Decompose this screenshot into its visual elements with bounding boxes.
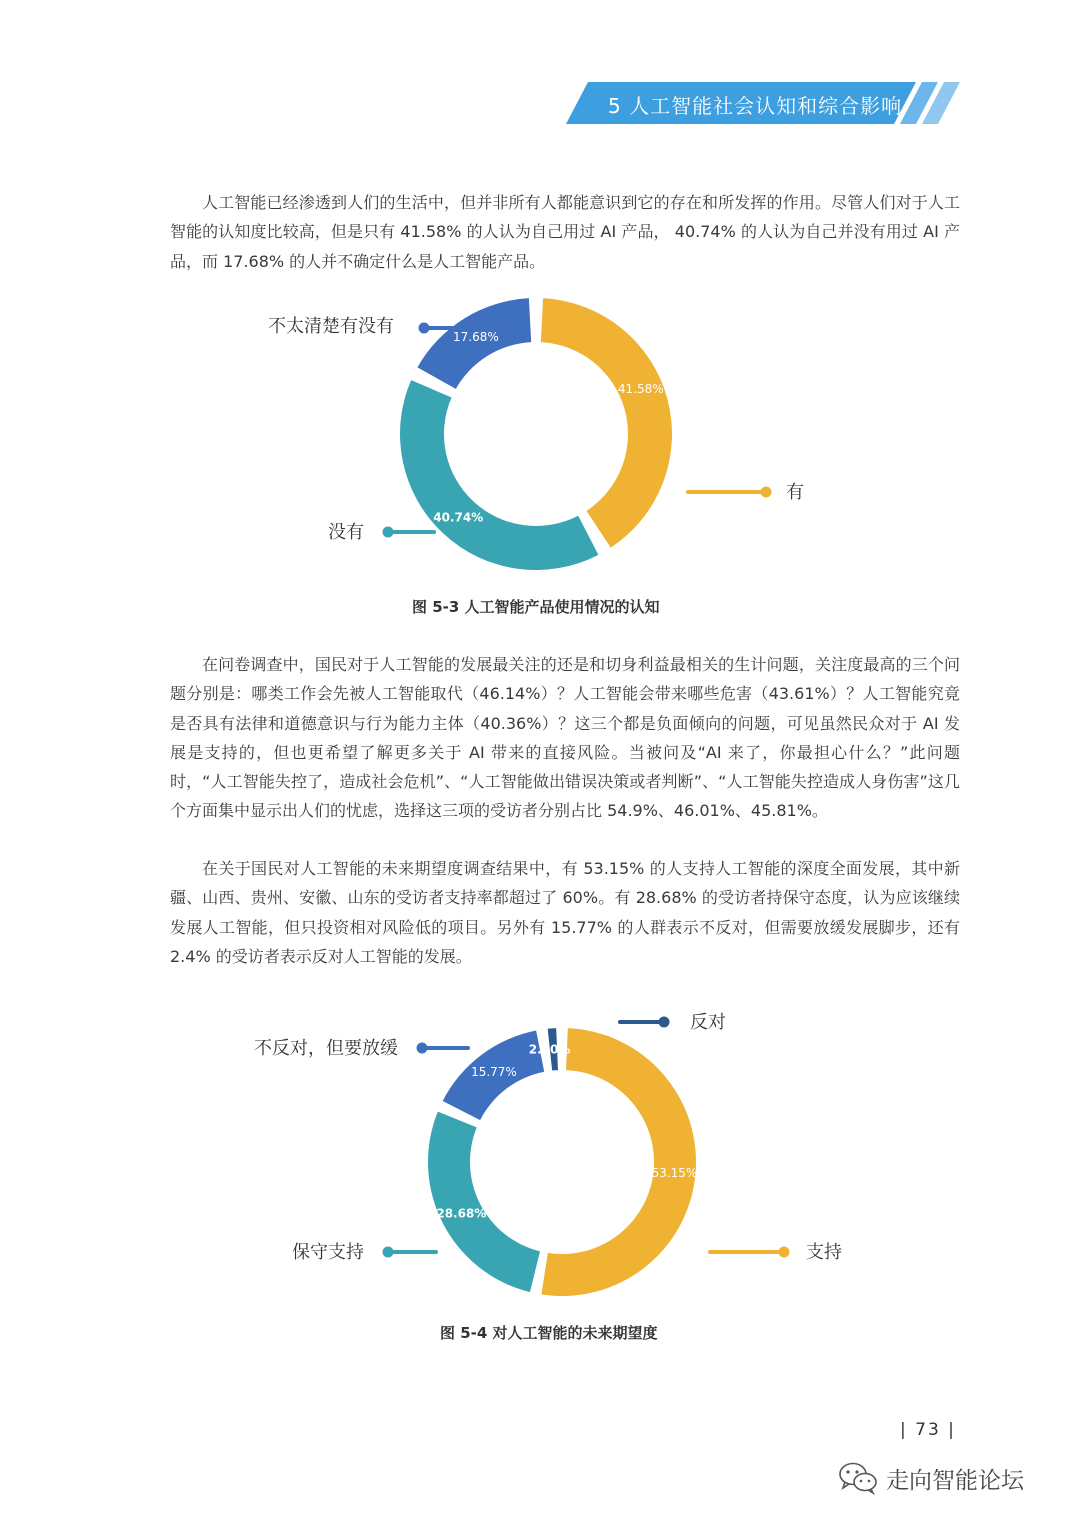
paragraph-1: 人工智能已经渗透到人们的生活中，但并非所有人都能意识到它的存在和所发挥的作用。尽管人们对于人工智能的认知度比较高，但是只有 41.58% 的人认为自己用过 AI 产品， 40.74% 的人认为自己并没有用过 AI 产品，而 17.68% 的人并不确定什么是人工智能产品。 bbox=[170, 193, 960, 271]
slice-1 bbox=[400, 380, 598, 570]
leader-dot-3 bbox=[659, 1017, 670, 1028]
figure-caption-5-3: 图 5-3 人工智能产品使用情况的认知 bbox=[412, 598, 660, 616]
category-label-2: 不太清楚有没有 bbox=[268, 316, 394, 337]
figure-caption-5-4: 图 5-4 对人工智能的未来期望度 bbox=[440, 1324, 658, 1342]
donut-chart-future-expectation bbox=[0, 1000, 1080, 1320]
leader-dot-1 bbox=[383, 1247, 394, 1258]
leader-dot-0 bbox=[779, 1247, 790, 1258]
watermark-text: 走向智能论坛 bbox=[886, 1467, 1024, 1494]
slice-0 bbox=[541, 1028, 696, 1296]
wechat-icon bbox=[838, 1461, 878, 1495]
category-label-0: 有 bbox=[786, 482, 804, 503]
slice-value-label-1: 28.68% bbox=[436, 1206, 487, 1221]
leader-dot-2 bbox=[417, 1043, 428, 1054]
leader-dot-0 bbox=[761, 487, 772, 498]
slice-value-label-3: 2.40% bbox=[528, 1042, 571, 1057]
category-label-1: 没有 bbox=[328, 522, 364, 543]
category-label-0: 支持 bbox=[806, 1242, 842, 1263]
slice-value-label-2: 17.68% bbox=[453, 330, 499, 345]
category-label-1: 保守支持 bbox=[292, 1242, 364, 1263]
category-label-2: 不反对，但要放缓 bbox=[254, 1038, 398, 1059]
slice-value-label-1: 40.74% bbox=[433, 510, 484, 525]
slice-value-label-0: 53.15% bbox=[651, 1166, 698, 1181]
chapter-title: 5 人工智能社会认知和综合影响 bbox=[608, 94, 903, 118]
slice-value-label-2: 15.77% bbox=[471, 1064, 517, 1079]
slice-value-label-0: 41.58% bbox=[617, 382, 664, 397]
page-number: | 73 | bbox=[900, 1420, 956, 1440]
leader-dot-2 bbox=[419, 323, 430, 334]
category-label-3: 反对 bbox=[690, 1012, 726, 1033]
slice-0 bbox=[541, 298, 672, 547]
leader-dot-1 bbox=[383, 527, 394, 538]
watermark bbox=[838, 1458, 1024, 1498]
paragraph-3: 在关于国民对人工智能的未来期望度调查结果中，有 53.15% 的人支持人工智能的深度全面发展，其中新疆、山西、贵州、安徽、山东的受访者支持率都超过了 60%。有 28.68% 的受访者持保守态度，认为应该继续发展人工智能，但只投资相对风险低的项目。另外有 15.77% 的人群表示不反对，但需要放缓发展脚步，还有 2.4% 的受访者表示反对人工智能的发展。 bbox=[170, 859, 960, 966]
paragraph-2: 在问卷调查中，国民对于人工智能的发展最关注的还是和切身利益最相关的生计问题，关注度最高的三个问题分别是：哪类工作会先被人工智能取代（46.14%）？人工智能会带来哪些危害（43.61%）？人工智能究竟是否具有法律和道德意识与行为能力主体（40.36%）？这三个都是负面倾向的问题，可见虽然民众对于 AI 发展是支持的，但也更希望了解更多关于 AI 带来的直接风险。当被问及“AI 来了，你最担心什么？”此问题时，“人工智能失控了，造成社会危机”、“人工智能做出错误决策或者判断”、“人工智能失控造成人身伤害”这几个方面集中显示出人们的忧虑，选择这三项的受访者分别占比 54.9%、46.01%、45.81%。 bbox=[170, 655, 960, 821]
slice-1 bbox=[428, 1112, 540, 1292]
chapter-banner bbox=[566, 82, 966, 124]
